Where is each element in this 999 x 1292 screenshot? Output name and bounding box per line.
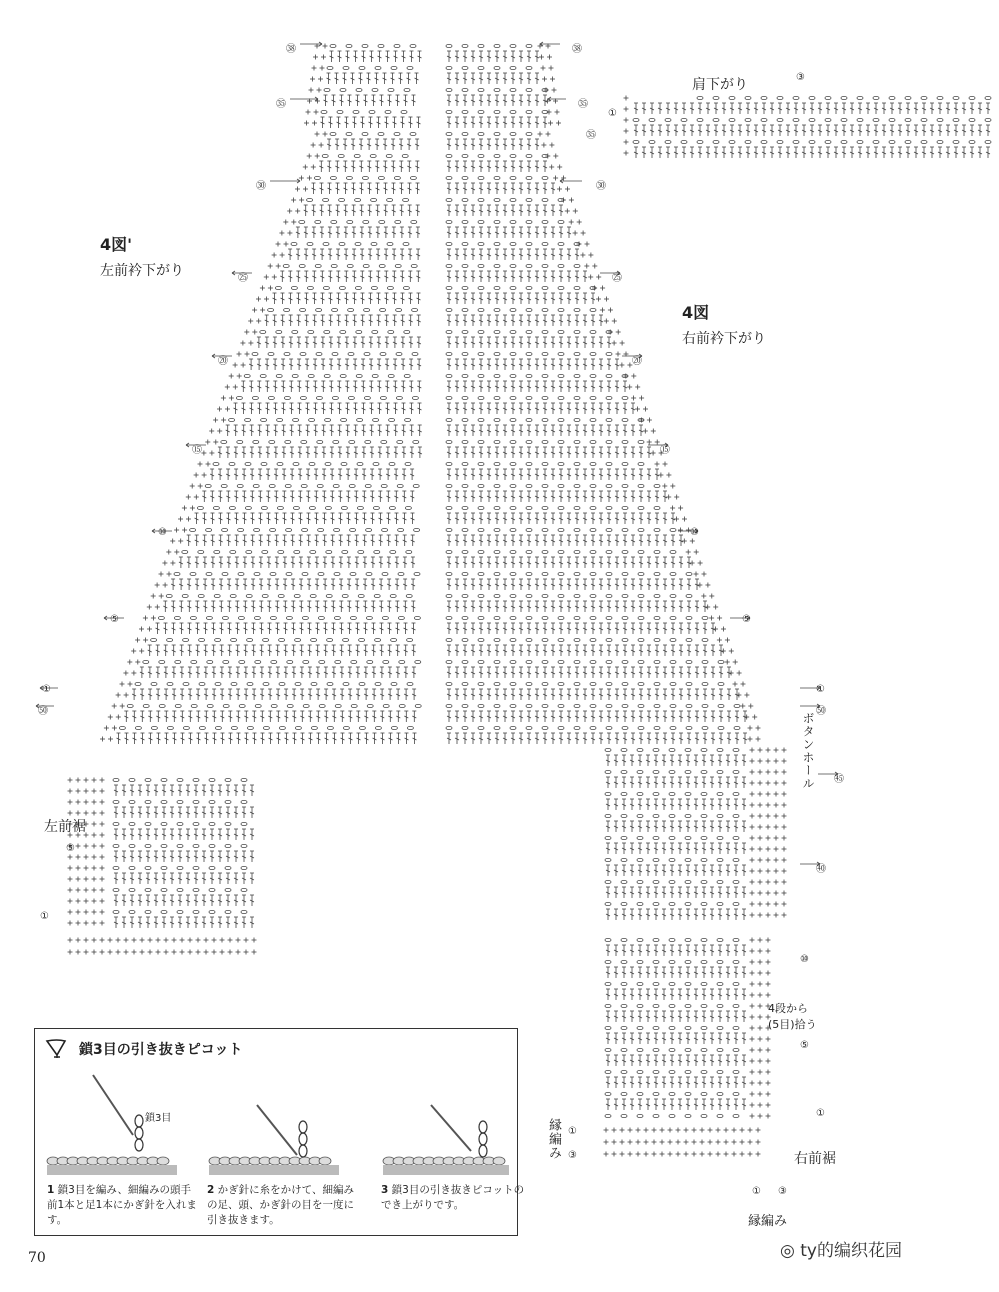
left-neck-title: 左前衿下がり <box>100 263 184 279</box>
step-1: 1 鎖3目を編み、細編みの頭手前1本と足1本にかぎ針を入れます。 <box>47 1184 197 1226</box>
row-marker: ① <box>752 1186 761 1197</box>
row-marker: ⑮ <box>192 445 202 456</box>
row-marker: ㊳ <box>572 44 582 55</box>
row-marker: ③ <box>568 1150 577 1161</box>
row-marker: ⑤ <box>742 614 751 625</box>
row-marker: ⑳ <box>218 356 228 367</box>
page-number: 70 <box>28 1250 46 1266</box>
row-marker: ① <box>40 911 49 922</box>
row-marker: ㉟ <box>276 99 286 110</box>
picot-illustrations <box>43 1065 509 1181</box>
row-marker: ⑳ <box>632 356 642 367</box>
left-figure-number: 4図' <box>100 235 133 254</box>
step-3: 3 鎖3目の引き抜きピコットのでき上がりです。 <box>381 1184 525 1211</box>
row-marker: ㊿ <box>38 706 48 717</box>
wechat-icon: ◎ <box>780 1241 801 1261</box>
row-marker: ㊳ <box>286 44 296 55</box>
picot-symbol-icon <box>43 1037 71 1059</box>
watermark: ◎ ty的编织花园 <box>780 1241 902 1261</box>
row-marker: ㊿ <box>816 706 826 717</box>
row-marker: ⑩ <box>800 954 809 965</box>
row-marker: ① <box>42 684 51 695</box>
chain-label: 鎖3目 <box>145 1113 172 1124</box>
row-marker: ㉕ <box>238 273 248 284</box>
row-marker: ㉚ <box>256 181 266 192</box>
row-marker: ㊺ <box>834 774 844 785</box>
shoulder-title: 肩下がり <box>692 77 748 93</box>
row-marker: ㉟ <box>586 130 596 141</box>
row-marker: ① <box>608 108 617 119</box>
row-marker: ① <box>568 1126 577 1137</box>
picot-instruction-box <box>34 1028 525 1236</box>
edging-label-bottom: 縁編み <box>748 1214 788 1229</box>
picot-title: 鎖3目の引き抜きピコット <box>79 1042 243 1058</box>
row-marker: ③ <box>778 1186 787 1197</box>
right-neck-title: 右前衿下がり <box>682 331 766 347</box>
row-marker: ㉕ <box>612 273 622 284</box>
row-marker: ⑮ <box>660 445 670 456</box>
right-figure-number: 4図 <box>682 303 710 322</box>
left-hem-title: 左前裾 <box>44 819 86 835</box>
row-marker: ① <box>816 1108 825 1119</box>
right-hem-title: 右前裾 <box>794 1151 836 1167</box>
row-marker: ㊵ <box>816 864 826 875</box>
row-marker: ⑤ <box>110 614 119 625</box>
row-marker: ⑤ <box>66 843 75 854</box>
row-marker: ① <box>816 684 825 695</box>
row-marker: ㉚ <box>596 181 606 192</box>
row-marker: ⑩ <box>690 527 699 538</box>
step-2: 2 かぎ針に糸をかけて、細編みの足、頭、かぎ針の目を一度に引き抜きます。 <box>207 1184 354 1226</box>
row-marker: ③ <box>796 72 805 83</box>
row-marker: ⑤ <box>800 1040 809 1051</box>
row-marker: ㉟ <box>578 99 588 110</box>
buttonhole-label: ボタンホール <box>801 712 815 790</box>
pickup-note-1: 4段から <box>768 1002 808 1015</box>
edging-label-vertical: 縁編み <box>546 1118 561 1160</box>
row-marker: ⑩ <box>158 527 167 538</box>
pickup-note-2: (5目)拾う <box>768 1018 817 1031</box>
